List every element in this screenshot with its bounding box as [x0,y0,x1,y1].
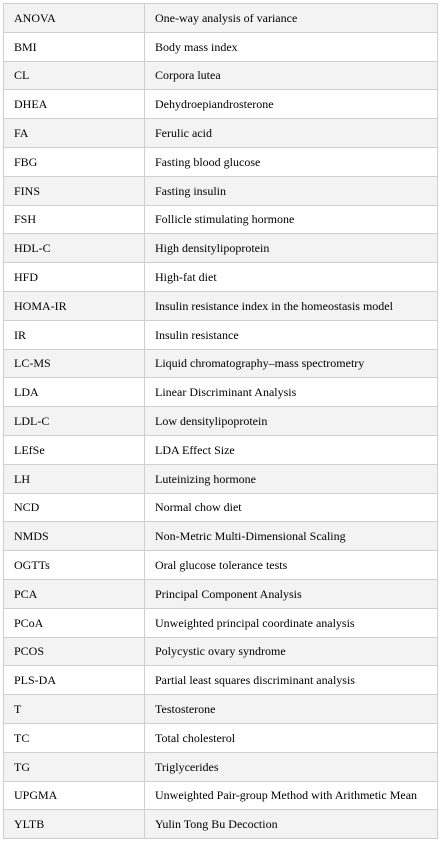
definition-cell: Triglycerides [145,752,438,781]
abbreviation-cell: PCoA [4,608,145,637]
abbreviation-cell: FBG [4,147,145,176]
table-row [4,205,438,234]
table-row [4,666,438,695]
abbreviation-cell: PLS-DA [4,666,145,695]
abbreviation-cell: OGTTs [4,551,145,580]
definition-cell: Follicle stimulating hormone [145,205,438,234]
definition-cell: Non-Metric Multi-Dimensional Scaling [145,522,438,551]
abbreviation-cell: T [4,695,145,724]
abbreviation-cell: DHEA [4,90,145,119]
definition-cell: Yulin Tong Bu Decoction [145,810,438,839]
definition-cell: Dehydroepiandrosterone [145,90,438,119]
abbreviation-cell: HOMA-IR [4,291,145,320]
definition-cell: Unweighted Pair-group Method with Arithmetic Mean [145,781,438,810]
table-row [4,61,438,90]
table-row [4,781,438,810]
abbreviation-cell: LEfSe [4,435,145,464]
table-row [4,378,438,407]
definition-cell: Corpora lutea [145,61,438,90]
table-row [4,522,438,551]
definition-cell: Linear Discriminant Analysis [145,378,438,407]
abbreviation-cell: FA [4,119,145,148]
abbreviation-cell: IR [4,320,145,349]
abbreviation-cell: PCA [4,579,145,608]
table-row [4,90,438,119]
abbreviation-cell: TG [4,752,145,781]
table-row [4,810,438,839]
definition-cell: Insulin resistance [145,320,438,349]
definition-cell: Polycystic ovary syndrome [145,637,438,666]
definition-cell: Body mass index [145,32,438,61]
abbreviation-cell: NMDS [4,522,145,551]
table-row [4,349,438,378]
abbreviation-cell: LDA [4,378,145,407]
table-row [4,147,438,176]
definition-cell: Fasting insulin [145,176,438,205]
table-row [4,608,438,637]
table-row [4,493,438,522]
table-row [4,407,438,436]
abbreviation-cell: LC-MS [4,349,145,378]
definition-cell: Normal chow diet [145,493,438,522]
abbreviation-cell: FSH [4,205,145,234]
abbreviation-cell: LH [4,464,145,493]
table-row [4,551,438,580]
definition-cell: Testosterone [145,695,438,724]
table-row [4,320,438,349]
table-row [4,32,438,61]
definition-cell: LDA Effect Size [145,435,438,464]
abbreviation-cell: NCD [4,493,145,522]
table-row [4,752,438,781]
abbreviation-cell: HFD [4,263,145,292]
definition-cell: Ferulic acid [145,119,438,148]
abbreviation-cell: LDL-C [4,407,145,436]
definition-cell: Insulin resistance index in the homeostasis model [145,291,438,320]
table-row [4,291,438,320]
abbreviations-table [3,3,438,839]
abbreviations-table-body [4,4,438,839]
definition-cell: Total cholesterol [145,723,438,752]
abbreviation-cell: TC [4,723,145,752]
table-row [4,435,438,464]
definition-cell: High-fat diet [145,263,438,292]
table-row [4,579,438,608]
table-row [4,464,438,493]
table-row [4,234,438,263]
definition-cell: Liquid chromatography–mass spectrometry [145,349,438,378]
abbreviation-cell: YLTB [4,810,145,839]
table-row [4,4,438,33]
table-row [4,723,438,752]
definition-cell: Fasting blood glucose [145,147,438,176]
definition-cell: Low densitylipoprotein [145,407,438,436]
table-row [4,176,438,205]
abbreviation-cell: HDL-C [4,234,145,263]
table-row [4,263,438,292]
definition-cell: Unweighted principal coordinate analysis [145,608,438,637]
abbreviation-cell: CL [4,61,145,90]
definition-cell: Principal Component Analysis [145,579,438,608]
definition-cell: Luteinizing hormone [145,464,438,493]
table-row [4,695,438,724]
table-row [4,637,438,666]
abbreviation-cell: ANOVA [4,4,145,33]
abbreviation-cell: FINS [4,176,145,205]
definition-cell: One-way analysis of variance [145,4,438,33]
table-row [4,119,438,148]
definition-cell: Oral glucose tolerance tests [145,551,438,580]
abbreviation-cell: PCOS [4,637,145,666]
abbreviation-cell: BMI [4,32,145,61]
definition-cell: Partial least squares discriminant analysis [145,666,438,695]
abbreviation-cell: UPGMA [4,781,145,810]
definition-cell: High densitylipoprotein [145,234,438,263]
